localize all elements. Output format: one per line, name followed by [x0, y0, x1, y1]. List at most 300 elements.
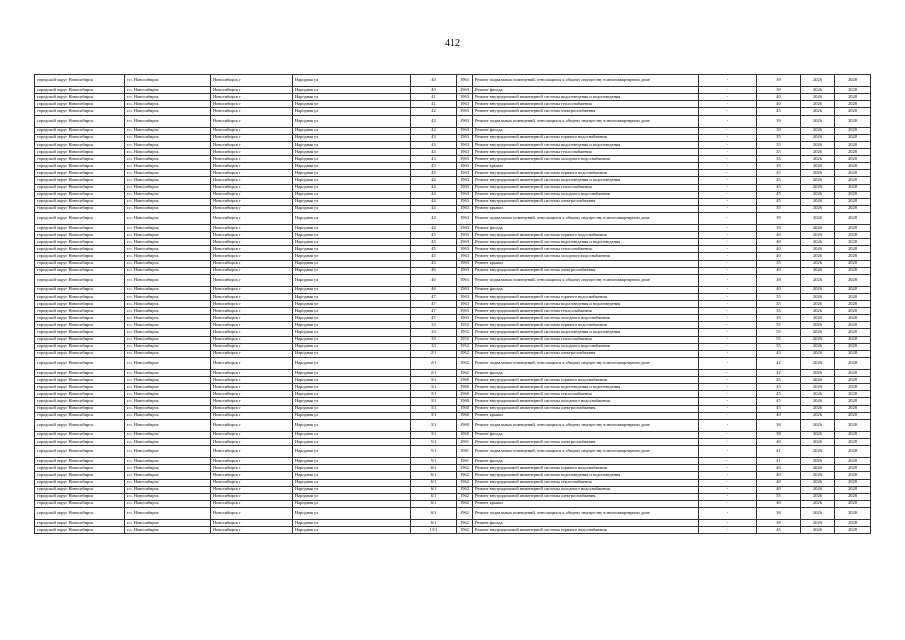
work-type-cell: Ремонт внутридомовой инженерной системы холодного водоснабжения [473, 398, 699, 405]
table-row [35, 412, 871, 419]
work-type-cell: Ремонт фасада [473, 431, 699, 438]
work-type-cell: Ремонт крыши [473, 163, 699, 170]
term-cell: 40 [757, 500, 801, 507]
house-number-cell: 47 [411, 301, 457, 308]
municipality-cell: городской округ Новосибирск [35, 205, 125, 212]
street-cell: Народная ул [293, 205, 411, 212]
start-year-cell: 2026 [801, 350, 835, 357]
start-year-cell: 2026 [801, 322, 835, 329]
settlement-cell: г.о. Новосибирск [125, 405, 211, 412]
blank-cell: - [699, 391, 757, 398]
house-number-cell: 44 [411, 225, 457, 232]
term-cell: 35 [757, 149, 801, 156]
table-row [35, 246, 871, 253]
term-cell: 55 [757, 322, 801, 329]
term-cell: 45 [757, 377, 801, 384]
house-number-cell: 45 [411, 232, 457, 239]
term-cell: 39 [757, 75, 801, 87]
end-year-cell: 2028 [835, 500, 871, 507]
start-year-cell: 2026 [801, 336, 835, 343]
house-number-cell: 3/1 [411, 384, 457, 391]
work-type-cell: Ремонт внутридомовой инженерной системы теплоснабжения [473, 479, 699, 486]
settlement-cell: г.о. Новосибирск [125, 177, 211, 184]
house-number-cell: 44 [411, 205, 457, 212]
term-cell: 40 [757, 267, 801, 274]
blank-cell: - [699, 486, 757, 493]
term-cell: 45 [757, 398, 801, 405]
street-cell: Народная ул [293, 370, 411, 377]
term-cell: 40 [757, 479, 801, 486]
term-cell: 55 [757, 343, 801, 350]
municipality-cell: городской округ Новосибирск [35, 134, 125, 141]
table-row [35, 274, 871, 286]
blank-cell: - [699, 419, 757, 431]
blank-cell: - [699, 286, 757, 293]
build-year-cell: 1960 [457, 384, 473, 391]
locality-cell: Новосибирск г [211, 412, 293, 419]
settlement-cell: г.о. Новосибирск [125, 398, 211, 405]
locality-cell: Новосибирск г [211, 479, 293, 486]
settlement-cell: г.о. Новосибирск [125, 343, 211, 350]
table-row [35, 438, 871, 445]
start-year-cell: 2026 [801, 357, 835, 369]
work-type-cell: Ремонт внутридомовой инженерной системы водоотведения и водоотведения [473, 141, 699, 148]
start-year-cell: 2026 [801, 246, 835, 253]
table-body [35, 75, 871, 534]
blank-cell: - [699, 398, 757, 405]
table-row [35, 336, 871, 343]
build-year-cell: 1963 [457, 94, 473, 101]
end-year-cell: 2028 [835, 232, 871, 239]
locality-cell: Новосибирск г [211, 191, 293, 198]
street-cell: Народная ул [293, 87, 411, 94]
table-row [35, 493, 871, 500]
house-number-cell: 33 [411, 322, 457, 329]
build-year-cell: 1952 [457, 322, 473, 329]
table-row [35, 260, 871, 267]
start-year-cell: 2026 [801, 527, 835, 534]
work-type-cell: Ремонт внутридомовой инженерной системы холодного водоснабжения [473, 315, 699, 322]
municipality-cell: городской округ Новосибирск [35, 127, 125, 134]
build-year-cell: 1963 [457, 260, 473, 267]
street-cell: Народная ул [293, 458, 411, 465]
house-number-cell: 45 [411, 260, 457, 267]
municipality-cell: городской округ Новосибирск [35, 343, 125, 350]
end-year-cell: 2028 [835, 520, 871, 527]
end-year-cell: 2028 [835, 507, 871, 519]
municipality-cell: городской округ Новосибирск [35, 267, 125, 274]
start-year-cell: 2026 [801, 329, 835, 336]
term-cell: 40 [757, 246, 801, 253]
blank-cell: - [699, 267, 757, 274]
build-year-cell: 1960 [457, 391, 473, 398]
municipality-cell: городской округ Новосибирск [35, 301, 125, 308]
build-year-cell: 1960 [457, 398, 473, 405]
blank-cell: - [699, 458, 757, 465]
house-number-cell: 6/1 [411, 465, 457, 472]
term-cell: 55 [757, 329, 801, 336]
term-cell: 35 [757, 134, 801, 141]
end-year-cell: 2028 [835, 198, 871, 205]
house-number-cell: 46 [411, 274, 457, 286]
table-row [35, 205, 871, 212]
locality-cell: Новосибирск г [211, 507, 293, 519]
table-row [35, 149, 871, 156]
start-year-cell: 2026 [801, 308, 835, 315]
settlement-cell: г.о. Новосибирск [125, 391, 211, 398]
end-year-cell: 2028 [835, 419, 871, 431]
settlement-cell: г.о. Новосибирск [125, 507, 211, 519]
build-year-cell: 1952 [457, 336, 473, 343]
street-cell: Народная ул [293, 225, 411, 232]
end-year-cell: 2028 [835, 156, 871, 163]
build-year-cell: 1963 [457, 163, 473, 170]
locality-cell: Новосибирск г [211, 350, 293, 357]
settlement-cell: г.о. Новосибирск [125, 286, 211, 293]
build-year-cell: 1962 [457, 493, 473, 500]
municipality-cell: городской округ Новосибирск [35, 191, 125, 198]
house-number-cell: 44 [411, 191, 457, 198]
street-cell: Народная ул [293, 350, 411, 357]
house-number-cell: 6/1 [411, 507, 457, 519]
work-type-cell: Ремонт крыши [473, 500, 699, 507]
build-year-cell: 1963 [457, 134, 473, 141]
blank-cell: - [699, 134, 757, 141]
municipality-cell: городской округ Новосибирск [35, 412, 125, 419]
table-row [35, 431, 871, 438]
street-cell: Народная ул [293, 500, 411, 507]
end-year-cell: 2028 [835, 253, 871, 260]
municipality-cell: городской округ Новосибирск [35, 170, 125, 177]
municipality-cell: городской округ Новосибирск [35, 253, 125, 260]
settlement-cell: г.о. Новосибирск [125, 225, 211, 232]
blank-cell: - [699, 431, 757, 438]
start-year-cell: 2026 [801, 87, 835, 94]
end-year-cell: 2028 [835, 479, 871, 486]
start-year-cell: 2026 [801, 343, 835, 350]
table-row [35, 458, 871, 465]
locality-cell: Новосибирск г [211, 391, 293, 398]
start-year-cell: 2026 [801, 260, 835, 267]
work-type-cell: Ремонт внутридомовой инженерной системы теплоснабжения [473, 391, 699, 398]
end-year-cell: 2028 [835, 493, 871, 500]
street-cell: Народная ул [293, 163, 411, 170]
street-cell: Народная ул [293, 141, 411, 148]
build-year-cell: 1963 [457, 239, 473, 246]
settlement-cell: г.о. Новосибирск [125, 446, 211, 458]
work-type-cell: Ремонт подвальных помещений, относящихся к общему имуществу в многоквартирном доме [473, 357, 699, 369]
street-cell: Народная ул [293, 398, 411, 405]
settlement-cell: г.о. Новосибирск [125, 486, 211, 493]
blank-cell: - [699, 527, 757, 534]
blank-cell: - [699, 322, 757, 329]
start-year-cell: 2026 [801, 431, 835, 438]
end-year-cell: 2028 [835, 246, 871, 253]
street-cell: Народная ул [293, 520, 411, 527]
start-year-cell: 2026 [801, 398, 835, 405]
municipality-cell: городской округ Новосибирск [35, 527, 125, 534]
street-cell: Народная ул [293, 198, 411, 205]
table-row [35, 315, 871, 322]
blank-cell: - [699, 274, 757, 286]
settlement-cell: г.о. Новосибирск [125, 274, 211, 286]
street-cell: Народная ул [293, 134, 411, 141]
work-type-cell: Ремонт внутридомовой инженерной системы электроснабжения [473, 350, 699, 357]
blank-cell: - [699, 315, 757, 322]
house-number-cell: 3/1 [411, 431, 457, 438]
start-year-cell: 2026 [801, 486, 835, 493]
locality-cell: Новосибирск г [211, 377, 293, 384]
house-number-cell: 33 [411, 336, 457, 343]
municipality-cell: городской округ Новосибирск [35, 472, 125, 479]
table-row [35, 108, 871, 115]
locality-cell: Новосибирск г [211, 274, 293, 286]
municipality-cell: городской округ Новосибирск [35, 212, 125, 224]
settlement-cell: г.о. Новосибирск [125, 419, 211, 431]
term-cell: 42 [757, 357, 801, 369]
street-cell: Народная ул [293, 438, 411, 445]
start-year-cell: 2026 [801, 507, 835, 519]
locality-cell: Новосибирск г [211, 198, 293, 205]
end-year-cell: 2028 [835, 398, 871, 405]
term-cell: 35 [757, 163, 801, 170]
street-cell: Народная ул [293, 412, 411, 419]
settlement-cell: г.о. Новосибирск [125, 260, 211, 267]
municipality-cell: городской округ Новосибирск [35, 115, 125, 127]
municipality-cell: городской округ Новосибирск [35, 357, 125, 369]
build-year-cell: 1963 [457, 294, 473, 301]
street-cell: Народная ул [293, 322, 411, 329]
build-year-cell: 1963 [457, 115, 473, 127]
term-cell: 38 [757, 507, 801, 519]
start-year-cell: 2026 [801, 438, 835, 445]
term-cell: 45 [757, 391, 801, 398]
end-year-cell: 2028 [835, 486, 871, 493]
work-type-cell: Ремонт внутридомовой инженерной системы водоотведения и водоотведения [473, 239, 699, 246]
end-year-cell: 2028 [835, 75, 871, 87]
table-row [35, 170, 871, 177]
street-cell: Народная ул [293, 212, 411, 224]
end-year-cell: 2028 [835, 465, 871, 472]
table-row [35, 405, 871, 412]
term-cell: 40 [757, 94, 801, 101]
build-year-cell: 1963 [457, 286, 473, 293]
work-type-cell: Ремонт внутридомовой инженерной системы горячего водоснабжения [473, 377, 699, 384]
house-number-cell: 45 [411, 246, 457, 253]
blank-cell: - [699, 357, 757, 369]
work-type-cell: Ремонт крыши [473, 205, 699, 212]
table-row [35, 322, 871, 329]
table-row [35, 301, 871, 308]
term-cell: 35 [757, 141, 801, 148]
locality-cell: Новосибирск г [211, 94, 293, 101]
municipality-cell: городской округ Новосибирск [35, 458, 125, 465]
settlement-cell: г.о. Новосибирск [125, 412, 211, 419]
build-year-cell: 1963 [457, 308, 473, 315]
term-cell: 39 [757, 225, 801, 232]
end-year-cell: 2028 [835, 405, 871, 412]
settlement-cell: г.о. Новосибирск [125, 108, 211, 115]
end-year-cell: 2028 [835, 108, 871, 115]
work-type-cell: Ремонт крыши [473, 412, 699, 419]
street-cell: Народная ул [293, 343, 411, 350]
end-year-cell: 2028 [835, 267, 871, 274]
start-year-cell: 2026 [801, 412, 835, 419]
street-cell: Народная ул [293, 507, 411, 519]
end-year-cell: 2028 [835, 191, 871, 198]
start-year-cell: 2026 [801, 472, 835, 479]
work-type-cell: Ремонт крыши [473, 260, 699, 267]
house-number-cell: 42 [411, 127, 457, 134]
end-year-cell: 2028 [835, 377, 871, 384]
start-year-cell: 2026 [801, 149, 835, 156]
term-cell: 39 [757, 115, 801, 127]
settlement-cell: г.о. Новосибирск [125, 239, 211, 246]
build-year-cell: 1962 [457, 486, 473, 493]
locality-cell: Новосибирск г [211, 205, 293, 212]
end-year-cell: 2028 [835, 446, 871, 458]
build-year-cell: 1963 [457, 101, 473, 108]
municipality-cell: городской округ Новосибирск [35, 274, 125, 286]
street-cell: Народная ул [293, 115, 411, 127]
municipality-cell: городской округ Новосибирск [35, 101, 125, 108]
street-cell: Народная ул [293, 336, 411, 343]
work-type-cell: Ремонт внутридомовой инженерной системы горячего водоснабжения [473, 170, 699, 177]
street-cell: Народная ул [293, 232, 411, 239]
work-type-cell: Ремонт внутридомовой инженерной системы электроснабжения [473, 405, 699, 412]
work-type-cell: Ремонт внутридомовой инженерной системы теплоснабжения [473, 308, 699, 315]
locality-cell: Новосибирск г [211, 527, 293, 534]
house-number-cell: 45 [411, 253, 457, 260]
build-year-cell: 1963 [457, 274, 473, 286]
term-cell: 35 [757, 294, 801, 301]
end-year-cell: 2028 [835, 438, 871, 445]
municipality-cell: городской округ Новосибирск [35, 438, 125, 445]
blank-cell: - [699, 294, 757, 301]
table-row [35, 370, 871, 377]
locality-cell: Новосибирск г [211, 253, 293, 260]
settlement-cell: г.о. Новосибирск [125, 315, 211, 322]
house-number-cell: 46 [411, 286, 457, 293]
end-year-cell: 2028 [835, 149, 871, 156]
settlement-cell: г.о. Новосибирск [125, 370, 211, 377]
table-row [35, 101, 871, 108]
table-row [35, 391, 871, 398]
street-cell: Народная ул [293, 246, 411, 253]
settlement-cell: г.о. Новосибирск [125, 184, 211, 191]
work-type-cell: Ремонт внутридомовой инженерной системы электроснабжения [473, 267, 699, 274]
term-cell: 35 [757, 308, 801, 315]
term-cell: 40 [757, 438, 801, 445]
term-cell: 45 [757, 191, 801, 198]
house-number-cell: 43 [411, 141, 457, 148]
locality-cell: Новосибирск г [211, 315, 293, 322]
municipality-cell: городской округ Новосибирск [35, 260, 125, 267]
municipality-cell: городской округ Новосибирск [35, 177, 125, 184]
work-type-cell: Ремонт фасада [473, 458, 699, 465]
street-cell: Народная ул [293, 191, 411, 198]
build-year-cell: 1963 [457, 253, 473, 260]
blank-cell: - [699, 127, 757, 134]
end-year-cell: 2028 [835, 412, 871, 419]
build-year-cell: 1960 [457, 377, 473, 384]
build-year-cell: 1962 [457, 350, 473, 357]
table-row [35, 191, 871, 198]
street-cell: Народная ул [293, 260, 411, 267]
locality-cell: Новосибирск г [211, 212, 293, 224]
table-row [35, 486, 871, 493]
municipality-cell: городской округ Новосибирск [35, 493, 125, 500]
house-number-cell: 2/1 [411, 370, 457, 377]
settlement-cell: г.о. Новосибирск [125, 520, 211, 527]
start-year-cell: 2026 [801, 239, 835, 246]
end-year-cell: 2028 [835, 127, 871, 134]
municipality-cell: городской округ Новосибирск [35, 486, 125, 493]
build-year-cell: 1963 [457, 156, 473, 163]
locality-cell: Новосибирск г [211, 141, 293, 148]
table-row [35, 94, 871, 101]
municipality-cell: городской округ Новосибирск [35, 108, 125, 115]
start-year-cell: 2026 [801, 184, 835, 191]
table-row [35, 507, 871, 519]
end-year-cell: 2028 [835, 294, 871, 301]
municipality-cell: городской округ Новосибирск [35, 377, 125, 384]
term-cell: 35 [757, 260, 801, 267]
street-cell: Народная ул [293, 431, 411, 438]
work-type-cell: Ремонт внутридомовой инженерной системы водоотведения и водоотведения [473, 472, 699, 479]
blank-cell: - [699, 87, 757, 94]
table-row [35, 177, 871, 184]
street-cell: Народная ул [293, 315, 411, 322]
street-cell: Народная ул [293, 149, 411, 156]
locality-cell: Новосибирск г [211, 322, 293, 329]
street-cell: Народная ул [293, 465, 411, 472]
street-cell: Народная ул [293, 301, 411, 308]
blank-cell: - [699, 141, 757, 148]
house-number-cell: 41 [411, 94, 457, 101]
locality-cell: Новосибирск г [211, 239, 293, 246]
term-cell: 45 [757, 108, 801, 115]
municipality-cell: городской округ Новосибирск [35, 141, 125, 148]
work-type-cell: Ремонт внутридомовой инженерной системы теплоснабжения [473, 246, 699, 253]
settlement-cell: г.о. Новосибирск [125, 191, 211, 198]
blank-cell: - [699, 507, 757, 519]
end-year-cell: 2028 [835, 322, 871, 329]
settlement-cell: г.о. Новосибирск [125, 75, 211, 87]
blank-cell: - [699, 350, 757, 357]
house-number-cell: 6/1 [411, 486, 457, 493]
settlement-cell: г.о. Новосибирск [125, 141, 211, 148]
build-year-cell: 1963 [457, 246, 473, 253]
build-year-cell: 1963 [457, 225, 473, 232]
work-type-cell: Ремонт внутридомовой инженерной системы водоотведения и водоотведения [473, 94, 699, 101]
settlement-cell: г.о. Новосибирск [125, 377, 211, 384]
table-row [35, 479, 871, 486]
house-number-cell: 3/1 [411, 419, 457, 431]
locality-cell: Новосибирск г [211, 170, 293, 177]
work-type-cell: Ремонт подвальных помещений, относящихся к общему имуществу в многоквартирном доме [473, 212, 699, 224]
table-row [35, 357, 871, 369]
settlement-cell: г.о. Новосибирск [125, 384, 211, 391]
locality-cell: Новосибирск г [211, 184, 293, 191]
start-year-cell: 2026 [801, 127, 835, 134]
settlement-cell: г.о. Новосибирск [125, 336, 211, 343]
blank-cell: - [699, 253, 757, 260]
end-year-cell: 2028 [835, 357, 871, 369]
locality-cell: Новосибирск г [211, 101, 293, 108]
municipality-cell: городской округ Новосибирск [35, 465, 125, 472]
settlement-cell: г.о. Новосибирск [125, 94, 211, 101]
